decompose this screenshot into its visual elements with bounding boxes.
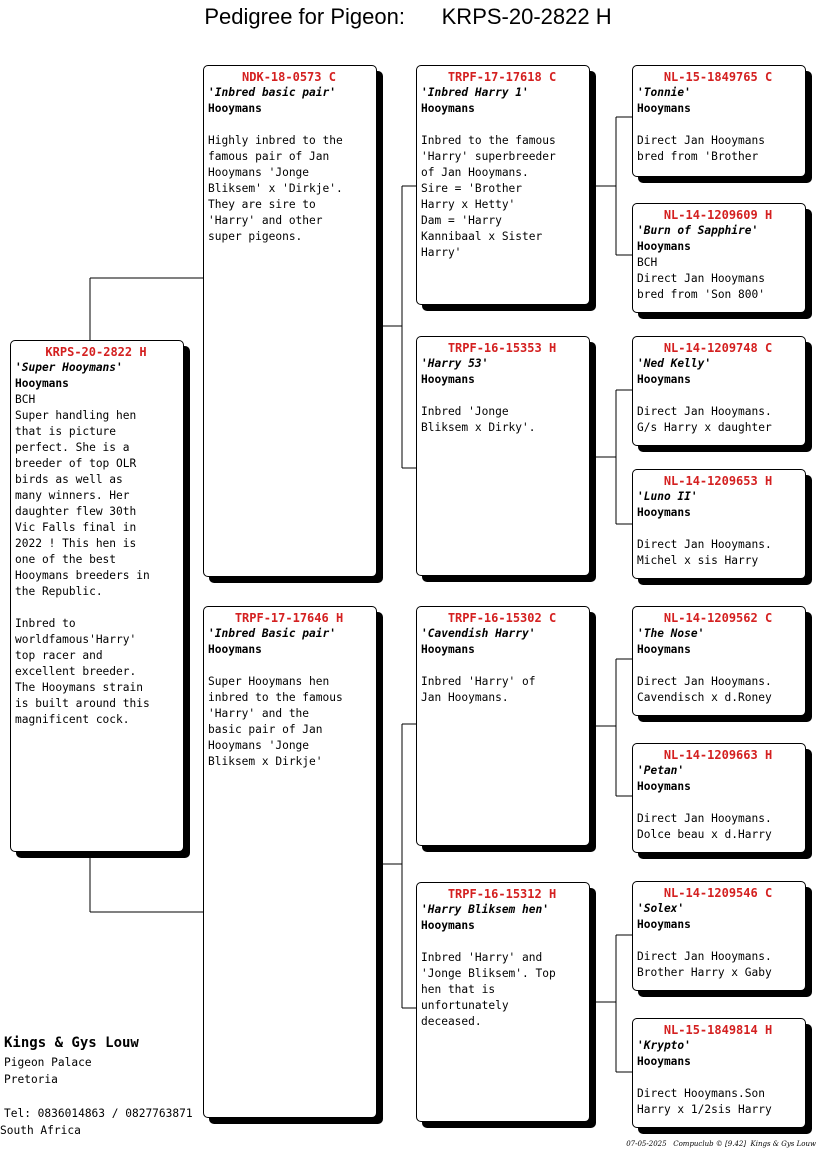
award-label: BCH xyxy=(15,393,36,406)
card-sire-sire-dam[interactable] xyxy=(632,203,806,313)
pigeon-name: 'Solex' xyxy=(637,902,685,915)
pigeon-description: Direct Jan Hooymans. Michel x sis Harry xyxy=(637,538,772,567)
pigeon-description: Inbred 'Harry' and 'Jonge Bliksem'. Top hen that is unfortunately deceased. xyxy=(421,951,556,1028)
ring-number: TRPF-17-17646 H xyxy=(234,611,344,625)
breeder-name: Hooymans xyxy=(637,102,691,115)
breeder-name: Hooymans xyxy=(208,102,262,115)
breeder-name: Hooymans xyxy=(421,373,475,386)
pigeon-name: 'Inbred basic pair' xyxy=(208,86,336,99)
breeder-name: Hooymans xyxy=(15,377,69,390)
card-subject[interactable] xyxy=(10,340,184,852)
pigeon-name: 'Harry 53' xyxy=(421,357,489,370)
pigeon-description: Direct Jan Hooymans. G/s Harry x daughter xyxy=(637,405,772,434)
pigeon-description: Direct Hooymans.Son Harry x 1/2sis Harry xyxy=(637,1087,772,1116)
breeder-name: Hooymans xyxy=(637,780,691,793)
ring-number: TRPF-16-15353 H xyxy=(447,341,557,355)
pigeon-description: Inbred 'Jonge Bliksem x Dirky'. xyxy=(421,405,536,434)
ring-number: NL-14-1209663 H xyxy=(663,748,773,762)
pigeon-name: 'Harry Bliksem hen' xyxy=(421,903,549,916)
owner-country: South Africa xyxy=(0,1124,81,1137)
pigeon-description: Super Hooymans hen inbred to the famous 'Harry' and the basic pair of Jan Hooymans 'Jonge Bliksem x Dirkje' xyxy=(208,675,343,768)
breeder-name: Hooymans xyxy=(637,918,691,931)
ring-number: NL-14-1209562 C xyxy=(663,611,773,625)
pigeon-description: Direct Jan Hooymans. Dolce beau x d.Harry xyxy=(637,812,772,841)
ring-number: NL-15-1849765 C xyxy=(663,70,773,84)
ring-number: NL-14-1209546 C xyxy=(663,886,773,900)
card-sire[interactable] xyxy=(203,65,377,577)
pigeon-name: 'Burn of Sapphire' xyxy=(637,224,759,237)
pigeon-name: 'Inbred Basic pair' xyxy=(208,627,336,640)
pigeon-description: Inbred 'Harry' of Jan Hooymans. xyxy=(421,675,536,704)
breeder-name: Hooymans xyxy=(637,373,691,386)
pigeon-name: 'Tonnie' xyxy=(637,86,691,99)
owner-loft: Pigeon Palace xyxy=(4,1056,92,1069)
pigeon-name: 'Inbred Harry 1' xyxy=(421,86,529,99)
breeder-name: Hooymans xyxy=(421,643,475,656)
ring-number: NL-14-1209609 H xyxy=(663,208,773,222)
card-dam-dam-sire[interactable] xyxy=(632,881,806,991)
page-title: Pedigree for Pigeon: KRPS-20-2822 H xyxy=(204,4,612,29)
card-sire-dam[interactable] xyxy=(416,336,590,576)
ring-number: NL-14-1209653 H xyxy=(663,474,773,488)
card-dam[interactable] xyxy=(203,606,377,1118)
breeder-name: Hooymans xyxy=(208,643,262,656)
breeder-name: Hooymans xyxy=(421,919,475,932)
ring-number: TRPF-17-17618 C xyxy=(447,70,557,84)
card-dam-sire-dam[interactable] xyxy=(632,743,806,853)
pigeon-description: Direct Jan Hooymans bred from 'Brother xyxy=(637,134,765,163)
breeder-name: Hooymans xyxy=(637,506,691,519)
ring-number: TRPF-16-15312 H xyxy=(447,887,557,901)
owner-telephone: Tel: 0836014863 / 0827763871 xyxy=(4,1107,193,1120)
breeder-name: Hooymans xyxy=(637,1055,691,1068)
pigeon-name: 'Ned Kelly' xyxy=(637,357,712,370)
pigeon-name: 'Super Hooymans' xyxy=(15,361,123,374)
pigeon-description: Inbred to the famous 'Harry' superbreeder of Jan Hooymans. Sire = 'Brother Harry x Hetty' Dam = 'Harry Kannibaal x Sister Harry' xyxy=(421,134,556,259)
pigeon-name: 'Petan' xyxy=(637,764,685,777)
pigeon-name: 'Luno II' xyxy=(637,490,698,503)
owner-city: Pretoria xyxy=(4,1073,58,1086)
print-footer: 07-05-2025 Compuclub © [9.42] Kings & Gys Louw xyxy=(626,1140,816,1148)
breeder-name: Hooymans xyxy=(637,643,691,656)
breeder-name: Hooymans xyxy=(637,240,691,253)
card-dam-dam-dam[interactable] xyxy=(632,1018,806,1128)
owner-name: Kings & Gys Louw xyxy=(4,1035,139,1051)
pigeon-description: Super handling hen that is picture perfect. She is a breeder of top OLR birds as well as many winners. Her daughter flew 30th Vic Falls final in 2022 ! This hen is one of the best Hooymans breeders in the Republic. Inbred to worldfamous'Harry' top racer and excellent breeder. The Hooymans strain is built around this magnificent cock. xyxy=(15,409,150,726)
card-dam-sire-sire[interactable] xyxy=(632,606,806,716)
pigeon-description: Direct Jan Hooymans. Brother Harry x Gaby xyxy=(637,950,772,979)
ring-number: NL-15-1849814 H xyxy=(663,1023,773,1037)
card-sire-sire-sire[interactable] xyxy=(632,65,806,177)
ring-number: TRPF-16-15302 C xyxy=(447,611,557,625)
card-dam-dam[interactable] xyxy=(416,882,590,1122)
ring-number: KRPS-20-2822 H xyxy=(45,345,147,359)
award-label: BCH xyxy=(637,256,658,269)
pigeon-description: Direct Jan Hooymans. Cavendisch x d.Roney xyxy=(637,675,772,704)
pigeon-name: 'Cavendish Harry' xyxy=(421,627,536,640)
breeder-name: Hooymans xyxy=(421,102,475,115)
ring-number: NL-14-1209748 C xyxy=(663,341,773,355)
card-dam-sire[interactable] xyxy=(416,606,590,846)
owner-info xyxy=(0,1034,193,1139)
ring-number: NDK-18-0573 C xyxy=(242,70,336,84)
pigeon-name: 'The Nose' xyxy=(637,627,705,640)
card-sire-sire[interactable] xyxy=(416,65,590,305)
pigeon-description: Highly inbred to the famous pair of Jan Hooymans 'Jonge Bliksem' x 'Dirkje'. They are sire to 'Harry' and other super pigeons. xyxy=(208,134,343,243)
pigeon-name: 'Krypto' xyxy=(637,1039,691,1052)
card-sire-dam-sire[interactable] xyxy=(632,336,806,446)
card-sire-dam-dam[interactable] xyxy=(632,469,806,579)
pigeon-description: Direct Jan Hooymans bred from 'Son 800' xyxy=(637,272,765,301)
